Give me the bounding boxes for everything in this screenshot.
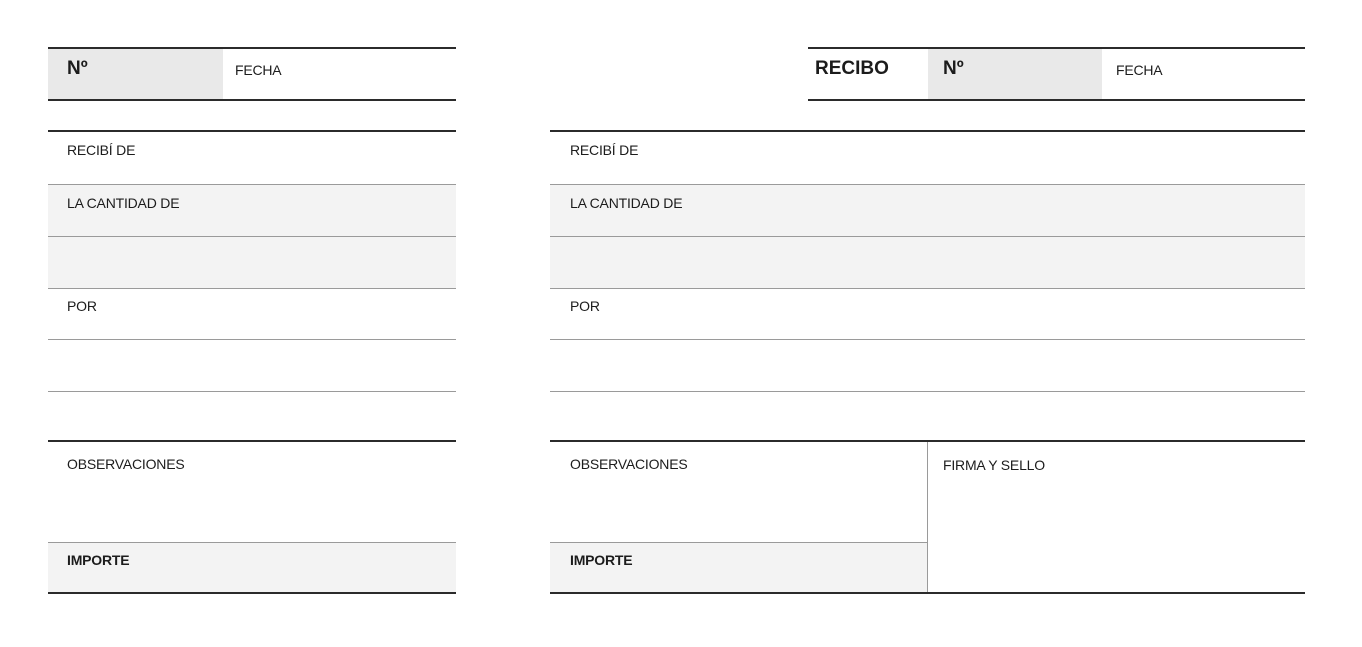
stub-received-from-field[interactable] (48, 132, 456, 184)
receipt-number-label: Nº (943, 58, 964, 79)
receipt-date-label: FECHA (1116, 62, 1163, 78)
receipt-received-from-label: RECIBÍ DE (570, 142, 639, 158)
receipt-title: RECIBO (815, 58, 889, 79)
receipt-total-label: IMPORTE (570, 552, 633, 568)
stub-total-label: IMPORTE (67, 552, 130, 568)
receipt-concept-field-line2[interactable] (550, 340, 1305, 391)
stub-amount-field-line2[interactable] (48, 237, 456, 288)
receipt-amount-label: LA CANTIDAD DE (570, 195, 683, 211)
receipt-amount-field-line2[interactable] (550, 237, 1305, 288)
receipt-signature-label: FIRMA Y SELLO (943, 457, 1045, 473)
stub-header-bottom-rule (48, 99, 456, 101)
receipt-concept-field[interactable] (550, 289, 1305, 339)
stub-date-label: FECHA (235, 62, 282, 78)
stub-date-field[interactable] (223, 49, 456, 99)
stub-concept-field[interactable] (48, 289, 456, 339)
stub-amount-label: LA CANTIDAD DE (67, 195, 180, 211)
stub-concept-label: POR (67, 298, 97, 314)
divider (550, 391, 1305, 392)
receipt-received-from-field[interactable] (550, 132, 1305, 184)
stub-concept-field-line2[interactable] (48, 340, 456, 391)
stub-footer-bottom-rule (48, 592, 456, 594)
divider (48, 391, 456, 392)
receipt-footer-bottom-rule (550, 592, 1305, 594)
stub-received-from-label: RECIBÍ DE (67, 142, 136, 158)
receipt-header-bottom-rule (808, 99, 1305, 101)
receipt-observations-label: OBSERVACIONES (570, 456, 688, 472)
receipt-concept-label: POR (570, 298, 600, 314)
stub-observations-label: OBSERVACIONES (67, 456, 185, 472)
stub-number-label: Nº (67, 58, 88, 79)
